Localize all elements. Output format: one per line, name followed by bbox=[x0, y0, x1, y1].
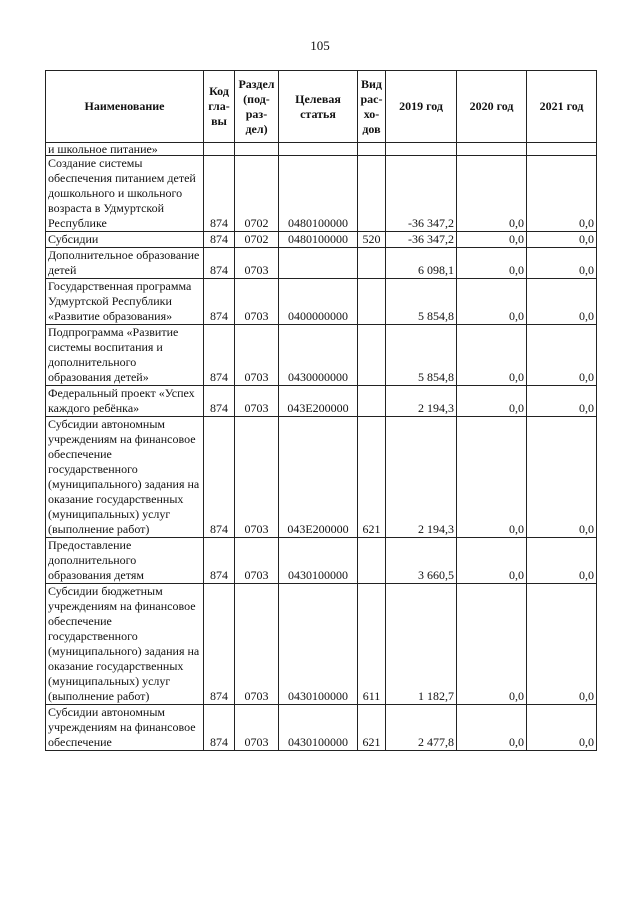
cell-name: и школьное питание» bbox=[46, 143, 204, 156]
cell-section: 0703 bbox=[235, 325, 279, 386]
cell-type: 520 bbox=[358, 232, 386, 248]
header-target: Целевая статья bbox=[279, 71, 358, 143]
cell-name: Дополнительное образование детей bbox=[46, 248, 204, 279]
header-2021: 2021 год bbox=[527, 71, 597, 143]
cell-target: 0400000000 bbox=[279, 279, 358, 325]
header-section: Раздел (под-раз-дел) bbox=[235, 71, 279, 143]
cell-target: 0480100000 bbox=[279, 232, 358, 248]
cell-y2020: 0,0 bbox=[457, 156, 527, 232]
cell-target: 0430100000 bbox=[279, 705, 358, 751]
cell-name: Подпрограмма «Развитие системы воспитания и дополнительного образования детей» bbox=[46, 325, 204, 386]
table-row bbox=[46, 279, 597, 325]
table-row bbox=[46, 386, 597, 417]
cell-y2021: 0,0 bbox=[527, 386, 597, 417]
cell-y2019: 2 194,3 bbox=[386, 386, 457, 417]
table-body bbox=[46, 143, 597, 751]
cell-y2021: 0,0 bbox=[527, 279, 597, 325]
cell-type: 621 bbox=[358, 705, 386, 751]
cell-type bbox=[358, 386, 386, 417]
cell-code bbox=[204, 143, 235, 156]
cell-name: Субсидии bbox=[46, 232, 204, 248]
cell-y2021 bbox=[527, 143, 597, 156]
cell-type: 611 bbox=[358, 584, 386, 705]
cell-section: 0703 bbox=[235, 417, 279, 538]
cell-y2021: 0,0 bbox=[527, 538, 597, 584]
cell-name: Создание системы обеспечения питанием детей дошкольного и школьного возраста в Удмуртской Республике bbox=[46, 156, 204, 232]
cell-name: Федеральный проект «Успех каждого ребёнка» bbox=[46, 386, 204, 417]
cell-code: 874 bbox=[204, 705, 235, 751]
cell-y2020: 0,0 bbox=[457, 538, 527, 584]
cell-section: 0703 bbox=[235, 705, 279, 751]
cell-y2021: 0,0 bbox=[527, 584, 597, 705]
cell-type bbox=[358, 325, 386, 386]
cell-y2020: 0,0 bbox=[457, 248, 527, 279]
cell-type: 621 bbox=[358, 417, 386, 538]
cell-code: 874 bbox=[204, 248, 235, 279]
cell-y2019: 1 182,7 bbox=[386, 584, 457, 705]
cell-y2019: 3 660,5 bbox=[386, 538, 457, 584]
cell-target bbox=[279, 143, 358, 156]
cell-section: 0702 bbox=[235, 156, 279, 232]
header-code: Код гла-вы bbox=[204, 71, 235, 143]
table-row bbox=[46, 248, 597, 279]
cell-target: 0480100000 bbox=[279, 156, 358, 232]
cell-type bbox=[358, 538, 386, 584]
cell-target: 0430000000 bbox=[279, 325, 358, 386]
cell-code: 874 bbox=[204, 156, 235, 232]
cell-code: 874 bbox=[204, 584, 235, 705]
table-row bbox=[46, 156, 597, 232]
cell-y2019: 2 477,8 bbox=[386, 705, 457, 751]
cell-y2019 bbox=[386, 143, 457, 156]
header-row bbox=[46, 71, 597, 143]
cell-section: 0703 bbox=[235, 248, 279, 279]
table-row bbox=[46, 325, 597, 386]
cell-y2019: 5 854,8 bbox=[386, 325, 457, 386]
cell-target: 043E200000 bbox=[279, 417, 358, 538]
cell-section: 0703 bbox=[235, 386, 279, 417]
cell-y2019: 6 098,1 bbox=[386, 248, 457, 279]
cell-target bbox=[279, 248, 358, 279]
cell-code: 874 bbox=[204, 325, 235, 386]
cell-y2021: 0,0 bbox=[527, 325, 597, 386]
cell-y2020: 0,0 bbox=[457, 584, 527, 705]
page-number: 105 bbox=[310, 38, 330, 53]
cell-code: 874 bbox=[204, 232, 235, 248]
cell-name: Субсидии автономным учреждениям на финансовое обеспечение государственного (муниципального) задания на оказание государственных (муниципальных) услуг (выполнение работ) bbox=[46, 417, 204, 538]
cell-y2020: 0,0 bbox=[457, 386, 527, 417]
cell-y2019: -36 347,2 bbox=[386, 156, 457, 232]
cell-section: 0703 bbox=[235, 584, 279, 705]
cell-y2020: 0,0 bbox=[457, 705, 527, 751]
cell-code: 874 bbox=[204, 279, 235, 325]
budget-table bbox=[45, 70, 597, 751]
cell-target: 0430100000 bbox=[279, 538, 358, 584]
cell-y2021: 0,0 bbox=[527, 417, 597, 538]
cell-y2019: -36 347,2 bbox=[386, 232, 457, 248]
cell-code: 874 bbox=[204, 386, 235, 417]
table-row bbox=[46, 705, 597, 751]
cell-y2020 bbox=[457, 143, 527, 156]
table-row bbox=[46, 232, 597, 248]
cell-section: 0703 bbox=[235, 538, 279, 584]
cell-section: 0703 bbox=[235, 279, 279, 325]
cell-type bbox=[358, 248, 386, 279]
cell-target: 043E200000 bbox=[279, 386, 358, 417]
cell-name: Субсидии бюджетным учреждениям на финансовое обеспечение государственного (муниципального) задания на оказание государственных (муниципальных) услуг (выполнение работ) bbox=[46, 584, 204, 705]
cell-y2021: 0,0 bbox=[527, 232, 597, 248]
cell-type bbox=[358, 143, 386, 156]
table-row bbox=[46, 143, 597, 156]
cell-name: Государственная программа Удмуртской Республики «Развитие образования» bbox=[46, 279, 204, 325]
cell-y2020: 0,0 bbox=[457, 417, 527, 538]
header-2019: 2019 год bbox=[386, 71, 457, 143]
cell-y2020: 0,0 bbox=[457, 279, 527, 325]
cell-section bbox=[235, 143, 279, 156]
header-type: Вид рас-хо-дов bbox=[358, 71, 386, 143]
cell-y2021: 0,0 bbox=[527, 248, 597, 279]
cell-y2019: 5 854,8 bbox=[386, 279, 457, 325]
cell-name: Субсидии автономным учреждениям на финансовое обеспечение bbox=[46, 705, 204, 751]
header-name: Наименование bbox=[46, 71, 204, 143]
table-row bbox=[46, 417, 597, 538]
header-2020: 2020 год bbox=[457, 71, 527, 143]
cell-y2019: 2 194,3 bbox=[386, 417, 457, 538]
cell-target: 0430100000 bbox=[279, 584, 358, 705]
cell-code: 874 bbox=[204, 417, 235, 538]
cell-y2021: 0,0 bbox=[527, 156, 597, 232]
cell-y2021: 0,0 bbox=[527, 705, 597, 751]
cell-type bbox=[358, 156, 386, 232]
cell-y2020: 0,0 bbox=[457, 325, 527, 386]
cell-y2020: 0,0 bbox=[457, 232, 527, 248]
cell-code: 874 bbox=[204, 538, 235, 584]
cell-name: Предоставление дополнительного образования детям bbox=[46, 538, 204, 584]
table-row bbox=[46, 584, 597, 705]
cell-type bbox=[358, 279, 386, 325]
table-row bbox=[46, 538, 597, 584]
cell-section: 0702 bbox=[235, 232, 279, 248]
